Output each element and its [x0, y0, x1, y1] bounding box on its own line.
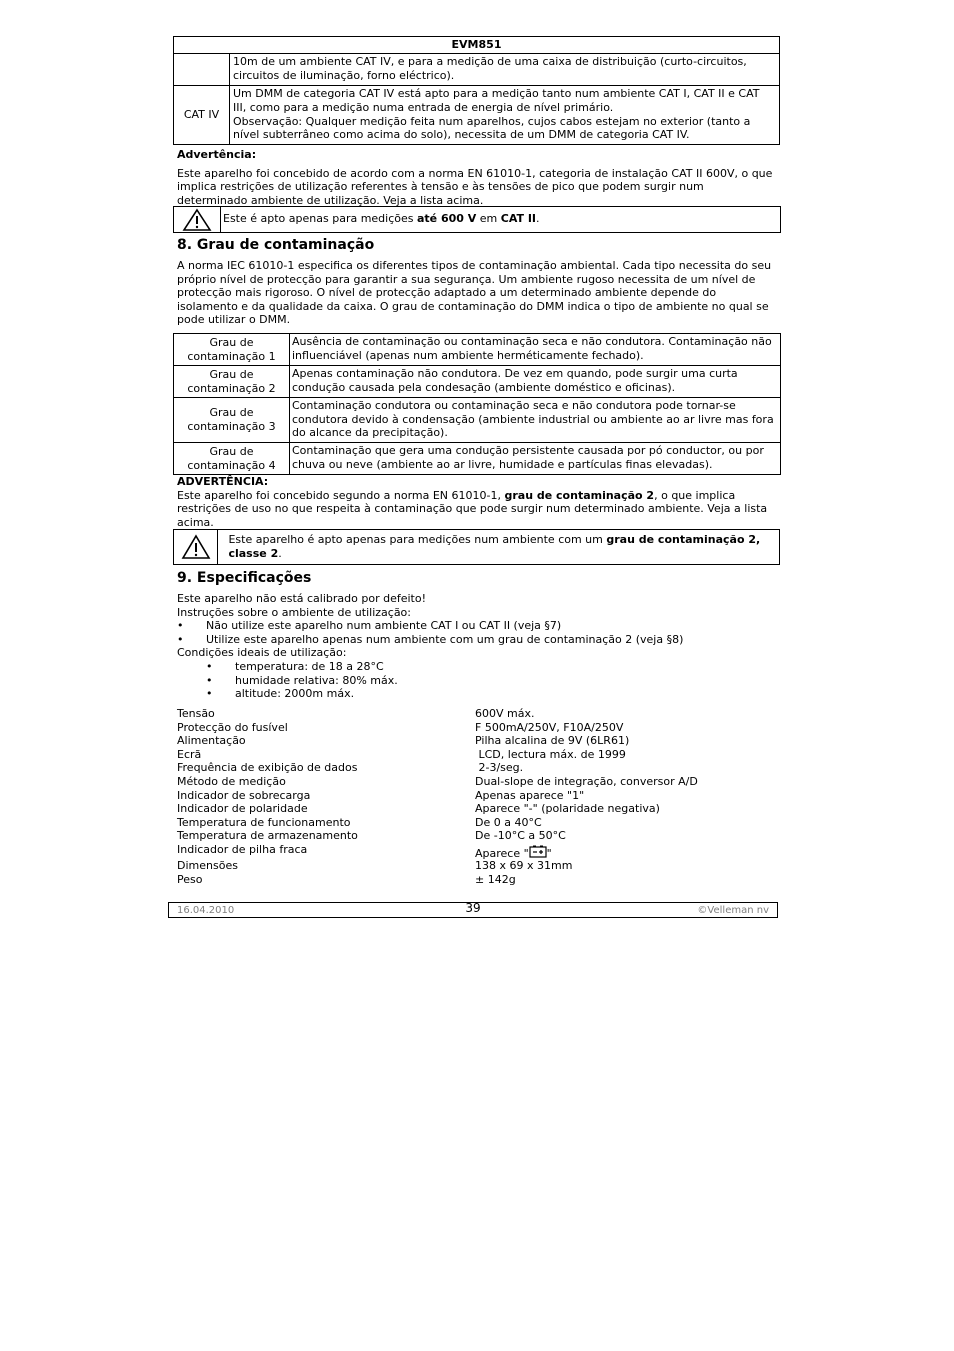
- bullet-icon: •: [206, 687, 213, 701]
- list-item-text: Utilize este aparelho apenas num ambiente com um grau de contaminação 2 (veja §8): [206, 632, 684, 646]
- spec-key: Frequência de exibição de dados: [177, 761, 358, 775]
- warning-text: [177, 489, 777, 530]
- spec-row: [177, 761, 737, 775]
- spec-key: Tensão: [177, 707, 215, 720]
- list-item-text: temperatura: de 18 a 28°C: [235, 659, 384, 673]
- list-item: [177, 619, 777, 633]
- page-footer: [168, 902, 778, 918]
- warning-box-text-part: .: [536, 212, 540, 225]
- spec-value: LCD, lectura máx. de 1999: [475, 747, 626, 761]
- warning-text-bold: grau de contaminação 2: [504, 488, 655, 502]
- spec-value: F 500mA/250V, F10A/250V: [475, 720, 624, 734]
- footer-date: 16.04.2010: [177, 905, 235, 916]
- bullet-icon: •: [177, 632, 184, 646]
- footer-copyright: ©Velleman nv: [697, 905, 769, 916]
- spec-row: [177, 802, 737, 816]
- spec-value: 600V máx.: [475, 707, 535, 720]
- spec-key: Ecrã: [177, 747, 202, 761]
- spec-row: [177, 748, 737, 762]
- page-header-model: EVM851: [173, 36, 780, 54]
- warning-box: [173, 529, 780, 565]
- list-item: [177, 687, 777, 701]
- contamination-label: Grau de contaminação 4: [174, 443, 290, 475]
- warning-box-bold: grau de contaminação 2, classe 2: [228, 533, 761, 560]
- spec-row: [177, 775, 737, 789]
- spec-row: [177, 873, 737, 887]
- bullet-icon: •: [206, 673, 213, 687]
- warning-text-part: Este aparelho foi concebido segundo a norma EN 61010-1,: [177, 488, 505, 502]
- category-label: [174, 54, 230, 86]
- section-intro: A norma IEC 61010-1 especifica os diferentes tipos de contaminação ambiental. Cada tipo necessita do seu próprio nível de protecção para garantir a sua segurança. Um ambiente rugoso necessita de um nível de protecção mais rigoroso. O nível de protecção adaptado a um determinado ambiente depende do isolamento e da qualidade da caixa. O grau de contaminação do DMM indica o tipo de ambiente no qual se pode utilizar o DMM.: [177, 259, 772, 327]
- list-item: [177, 660, 777, 674]
- spec-row: [177, 721, 737, 735]
- spec-key: Dimensões: [177, 858, 238, 872]
- spec-value: Apenas aparece "1": [475, 788, 585, 802]
- table-row: [174, 443, 781, 475]
- spec-value-part: Aparece ": [475, 846, 529, 860]
- warning-box-text-part: .: [278, 546, 282, 560]
- category-description-line: Observação: Qualquer medição feita num aparelhos, cujos cabos estejam no exterior (tanto a nível subterrâneo como acima do solo), necessita de um DMM de categoria CAT IV.: [233, 114, 751, 142]
- table-row: [174, 366, 781, 398]
- table-row: [174, 54, 780, 86]
- table-row: [174, 86, 780, 145]
- spec-value-part: ": [546, 846, 552, 860]
- spec-key: Peso: [177, 872, 203, 886]
- category-description-line: Um DMM de categoria CAT IV está apto para a medição tanto num ambiente CAT I, CAT II e CAT III, como para a medição numa entrada de energia de nível primário.: [233, 87, 760, 114]
- list-item: [177, 633, 777, 647]
- table-row: [174, 334, 781, 366]
- warning-box-bold: CAT II: [500, 212, 537, 225]
- contamination-table: [173, 333, 781, 475]
- warning-text: Este aparelho foi concebido de acordo com a norma EN 61010-1, categoria de instalação CAT II 600V, o que implica restrições de utilização referentes à tensão e às tensões de pico que podem surgir num determinado ambiente de utilização. Veja a lista acima.: [177, 166, 773, 207]
- list-item-text: Não utilize este aparelho num ambiente CAT I ou CAT II (veja §7): [206, 619, 562, 633]
- environment-instructions-title: Instruções sobre o ambiente de utilização:: [177, 605, 411, 619]
- contamination-description: Contaminação que gera uma condução persistente causada por pó conductor, ou por chuva ou neve (ambiente ao ar livre, humidade e partículas finas elevadas).: [290, 443, 781, 475]
- table-row: [174, 398, 781, 443]
- list-item-text: altitude: 2000m máx.: [235, 687, 355, 701]
- category-description: 10m de um ambiente CAT IV, e para a medição de uma caixa de distribuição (curto-circuitos, circuitos de iluminação, forno eléctrico).: [230, 54, 780, 86]
- section-heading-contamination: 8. Grau de contaminação: [177, 237, 375, 253]
- spec-key: Alimentação: [177, 734, 246, 748]
- warning-icon-cell: [174, 530, 218, 564]
- page-number: 39: [465, 901, 481, 915]
- contamination-label: Grau de contaminação 1: [174, 334, 290, 366]
- conditions-bullet-list: [177, 660, 777, 701]
- spec-key: Temperatura de funcionamento: [177, 815, 351, 829]
- bullet-icon: •: [177, 619, 184, 633]
- specifications-intro: [177, 592, 777, 701]
- environment-bullet-list: [177, 619, 777, 646]
- spec-key: Método de medição: [177, 774, 286, 788]
- warning-triangle-icon: [181, 534, 211, 560]
- bullet-icon: •: [206, 659, 213, 673]
- spec-row: [177, 707, 737, 721]
- warning-box-text-part: Este aparelho é apto apenas para medições num ambiente com um: [228, 533, 607, 546]
- warning-box-text-part: Este é apto apenas para medições: [223, 212, 417, 225]
- section-heading-specifications: 9. Especificações: [177, 570, 312, 586]
- warning-box-text: [218, 530, 779, 564]
- warning-icon-cell: [174, 207, 221, 232]
- category-label: CAT IV: [174, 86, 230, 145]
- list-item-text: humidade relativa: 80% máx.: [235, 673, 398, 687]
- ideal-conditions-title: Condições ideais de utilização:: [177, 646, 347, 660]
- category-description: [230, 86, 780, 145]
- category-table: [173, 53, 780, 145]
- warning-title: Advertência:: [177, 148, 257, 161]
- spec-key: Indicador de sobrecarga: [177, 788, 311, 802]
- warning-box: [173, 206, 781, 233]
- spec-key: Indicador de polaridade: [177, 802, 308, 816]
- warning-box-bold: até 600 V: [417, 212, 477, 225]
- contamination-label: Grau de contaminação 2: [174, 366, 290, 398]
- spec-row: [177, 734, 737, 748]
- spec-row: [177, 829, 737, 843]
- spec-value: 138 x 69 x 31mm: [475, 858, 573, 872]
- spec-value: Aparece "-" (polaridade negativa): [475, 802, 660, 816]
- spec-key: Protecção do fusível: [177, 720, 288, 734]
- warning-box-text-part: em: [476, 212, 501, 225]
- specifications-list: [177, 707, 737, 886]
- battery-icon: [529, 845, 547, 858]
- spec-value: Pilha alcalina de 9V (6LR61): [475, 734, 630, 748]
- spec-value: [475, 843, 552, 859]
- spec-value: 2-3/seg.: [475, 761, 524, 775]
- contamination-description: Apenas contaminação não condutora. De vez em quando, pode surgir uma curta condução causada pela condesação (ambiente doméstico e oficinas).: [290, 366, 781, 398]
- contamination-description: Ausência de contaminação ou contaminação seca e não condutora. Contaminação não influenciável (apenas num ambiente herméticamente fechado).: [290, 334, 781, 366]
- spec-row: [177, 816, 737, 830]
- spec-value: De -10°C a 50°C: [475, 829, 566, 843]
- warning-box-text: [221, 207, 540, 232]
- warning-title: ADVERTÊNCIA:: [177, 475, 269, 488]
- spec-row: [177, 789, 737, 803]
- list-item: [177, 674, 777, 688]
- spec-key: Indicador de pilha fraca: [177, 842, 308, 856]
- spec-row: [177, 859, 737, 873]
- warning-text-part: , o que implica restrições de uso no que respeita à contaminação que pode surgir num determinado ambiente. Veja a lista acima.: [177, 488, 768, 529]
- warning-section: [177, 475, 777, 529]
- warning-section: [177, 148, 777, 207]
- spec-value: ± 142g: [475, 872, 516, 886]
- calibration-note: Este aparelho não está calibrado por defeito!: [177, 592, 426, 605]
- warning-triangle-icon: [182, 208, 212, 232]
- spec-row: [177, 843, 737, 859]
- spec-key: Temperatura de armazenamento: [177, 829, 358, 843]
- spec-value: De 0 a 40°C: [475, 815, 542, 829]
- contamination-description: Contaminação condutora ou contaminação seca e não condutora pode tornar-se condutora devido à condensação (ambiente industrial ou ambiente ao ar livre mas fora do alcance da precipitação).: [290, 398, 781, 443]
- contamination-label: Grau de contaminação 3: [174, 398, 290, 443]
- spec-value: Dual-slope de integração, conversor A/D: [475, 774, 698, 788]
